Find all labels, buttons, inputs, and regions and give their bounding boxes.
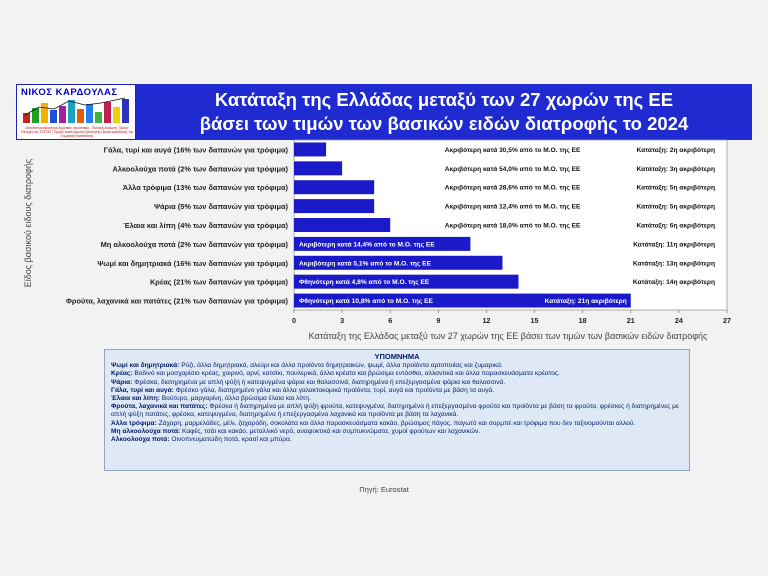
bar-value-label: Ακριβότερη κατά 5,1% από το Μ.Ο. της ΕΕ <box>299 260 431 268</box>
legend-item-term: Ψωμί και δημητριακά: <box>111 362 180 370</box>
x-tick-label: 18 <box>578 316 587 325</box>
legend-item-term: Κρέας: <box>111 370 133 378</box>
bar-value-label: Ακριβότερη κατά 14,4% από το Μ.Ο. της ΕΕ <box>299 241 435 249</box>
legend-item <box>111 395 683 403</box>
legend-item-term: Άλλα τρόφιμα: <box>111 419 157 427</box>
rank-label: Κατάταξη: 3η ακριβότερη <box>636 165 715 173</box>
legend-item <box>111 403 683 419</box>
category-label: Κρέας (21% των δαπανών για τρόφιμα) <box>149 277 288 287</box>
logo-caption: Στατιστική ανάλυση και Αγροτικές προοπτικές - Πολιτική Ανάλυση. Πρώην Στέλεχος της ΕΛΣΤΑΤ / Πρώην Αναπληρωτής Ερευνητής Πρώην Διευθυντής της Γεωργικής Κατάστασης <box>20 126 134 138</box>
legend-item <box>111 436 683 444</box>
legend-item-term: Ψάρια: <box>111 378 133 386</box>
rank-label: Κατάταξη: 13η ακριβότερη <box>632 260 715 268</box>
legend-item-term: Έλαια και λίπη: <box>111 395 160 403</box>
category-label: Έλαια και λίπη (4% των δαπανών για τρόφιμα) <box>123 221 288 230</box>
legend-item-text: Βούτυρο, μαργαρίνη, άλλα βρώσιμα έλαια και λίπη. <box>159 395 311 403</box>
legend-item-text: Φρέσκα ή διατηρημένα με απλή ψύξη φρούτα, κατεψυγμένα, διατηρημένα ή επεξεργασμένα φρούτα και προϊόντα με βάση τα φρούτα, φρέσκες ή διατηρημένες με απλή ψύξη πατάτες, φρέσκα, κατεψυγμένα, διατηρημένα ή επεξεργασμένα λαχανικά και προϊόντα με βάση τα λαχανικά. <box>111 403 679 419</box>
page-title-line1: Κατάταξη της Ελλάδας μεταξύ των 27 χωρών της ΕΕ <box>214 89 674 110</box>
page-title-line2: βάσει των τιμών των βασικών ειδών διατροφής το 2024 <box>199 113 689 134</box>
bar <box>294 218 390 232</box>
rank-label: Κατάταξη: 21η ακριβότερη <box>544 298 627 306</box>
legend-item <box>111 387 683 395</box>
bar-value-label: Φθηνότερη κατά 10,8% από το Μ.Ο. της ΕΕ <box>299 298 433 306</box>
rank-label: Κατάταξη: 6η ακριβότερη <box>636 222 715 230</box>
category-label: Άλλα τρόφιμα (13% των δαπανών για τρόφιμα) <box>122 183 288 193</box>
legend-title: ΥΠΟΜΝΗΜΑ <box>374 352 420 361</box>
x-tick-label: 15 <box>530 316 539 325</box>
legend-item-text: Καφές, τσάι και κακάο, μεταλλικό νερό, αναψυκτικά και συμπυκνώματα, χυμοί φρούτων και λαχανικών. <box>180 427 481 435</box>
legend-item-term: Μη αλκοολούχα ποτά: <box>111 427 181 435</box>
legend-item-text: Οινοπνευματώδη ποτά, κρασί και μπύρα. <box>169 436 292 444</box>
x-tick-label: 0 <box>292 316 296 325</box>
bar <box>294 199 374 213</box>
x-tick-label: 6 <box>388 316 393 325</box>
legend-item <box>111 420 683 428</box>
legend-item <box>111 428 683 436</box>
rank-label: Κατάταξη: 11η ακριβότερη <box>633 241 715 249</box>
bar <box>294 161 342 175</box>
bar-value-label: Ακριβότερη κατά 18,0% από το Μ.Ο. της ΕΕ <box>444 222 581 230</box>
bar <box>294 180 374 194</box>
category-label: Αλκοολούχα ποτά (2% των δαπανών για τρόφιμα) <box>112 164 288 174</box>
legend-item-text: Βοδινό και μοσχαρίσιο κρέας, χοιρινό, αρνί, κατσίκι, πουλερικά, άλλα κρέατα και βρώσιμα εντόσθια, αλλαντικά και άλλα παρασκευάσματα κρέατος. <box>132 370 560 378</box>
x-tick-label: 21 <box>626 316 635 325</box>
legend-item-term: Γάλα, τυρί και αυγά: <box>111 386 174 394</box>
x-axis-title: Κατάταξη της Ελλάδας μεταξύ των 27 χωρών της ΕΕ βάσει των τιμών των βασικών ειδών διατροφής <box>308 331 708 341</box>
category-label: Ψωμί και δημητριακά (16% των δαπανών για τρόφιμα) <box>97 258 288 268</box>
category-label: Μη αλκοολούχα ποτά (2% των δαπανών για τρόφιμα) <box>100 239 288 249</box>
category-label: Γάλα, τυρί και αυγά (16% των δαπανών για τρόφιμα) <box>103 145 288 155</box>
legend-item-term: Αλκοολούχα ποτά: <box>111 436 170 444</box>
legend-item-text: Ρύζι, άλλα δημητριακά, αλεύρι και άλλα προϊόντα δημητριακών, ψωμί, άλλα προϊόντα αρτοποιίας και ζυμαρικά. <box>179 362 503 370</box>
category-label: Ψάρια (5% των δαπανών για τρόφιμα) <box>154 202 288 212</box>
logo-name: ΝΙΚΟΣ ΚΑΡΔΟΥΛΑΣ <box>21 87 118 98</box>
legend-rows <box>111 362 683 444</box>
category-label: Φρούτα, λαχανικά και πατάτες (21% των δαπανών για τρόφιμα) <box>65 296 288 306</box>
legend-item <box>111 370 683 378</box>
legend-item-text: Φρέσκα, διατηρημένα με απλή ψύξη ή κατεψυγμένα ψάρια και θαλασσινά, διατηρημένα ή επεξεργασμένα ψάρια και θαλασσινά. <box>132 378 506 386</box>
legend-item-text: Ζάχαρη, μαρμελάδες, μέλι, ζαχαρόδη, σοκολάτα και άλλα παρασκευάσματα κακάο, βρώσιμος πάγος, παγωτό και σορμπέ και τρόφιμα που δεν ταξινομούνται αλλού. <box>156 419 636 427</box>
x-tick-label: 12 <box>482 316 491 325</box>
x-tick-label: 3 <box>340 316 345 325</box>
legend-item-text: Φρέσκο γάλα, διατηρημένο γάλα και άλλα γαλακτοκομικά προϊόντα, τυρί, αυγά και προϊόντα με βάση τα αυγά. <box>173 386 495 394</box>
bar-value-label: Ακριβότερη κατά 12,4% από το Μ.Ο. της ΕΕ <box>444 203 581 211</box>
rank-label: Κατάταξη: 5η ακριβότερη <box>636 184 715 192</box>
bar-value-label: Ακριβότερη κατά 28,6% από το Μ.Ο. της ΕΕ <box>444 184 581 192</box>
source-note: Πηγή: Eurostat <box>359 485 409 494</box>
y-axis-title-text: Είδος βασικού ειδους διατροφής <box>23 158 33 288</box>
bar-value-label: Ακριβότερη κατά 30,5% από το Μ.Ο. της ΕΕ <box>444 146 581 154</box>
x-tick-label: 27 <box>723 316 731 325</box>
rank-label: Κατάταξη: 5η ακριβότερη <box>636 203 715 211</box>
x-tick-label: 9 <box>436 316 441 325</box>
legend-box <box>104 349 690 471</box>
bar-value-label: Φθηνότερη κατά 4,8% από το Μ.Ο. της ΕΕ <box>299 279 430 287</box>
rank-label: Κατάταξη: 2η ακριβότερη <box>636 146 715 154</box>
rank-label: Κατάταξη: 14η ακριβότερη <box>632 279 715 287</box>
bar-value-label: Ακριβότερη κατά 54,0% από το Μ.Ο. της ΕΕ <box>444 165 581 173</box>
legend-item-term: Φρούτα, λαχανικά και πατάτες: <box>111 403 208 411</box>
bar <box>294 142 326 156</box>
legend-item <box>111 379 683 387</box>
x-tick-label: 24 <box>674 316 683 325</box>
